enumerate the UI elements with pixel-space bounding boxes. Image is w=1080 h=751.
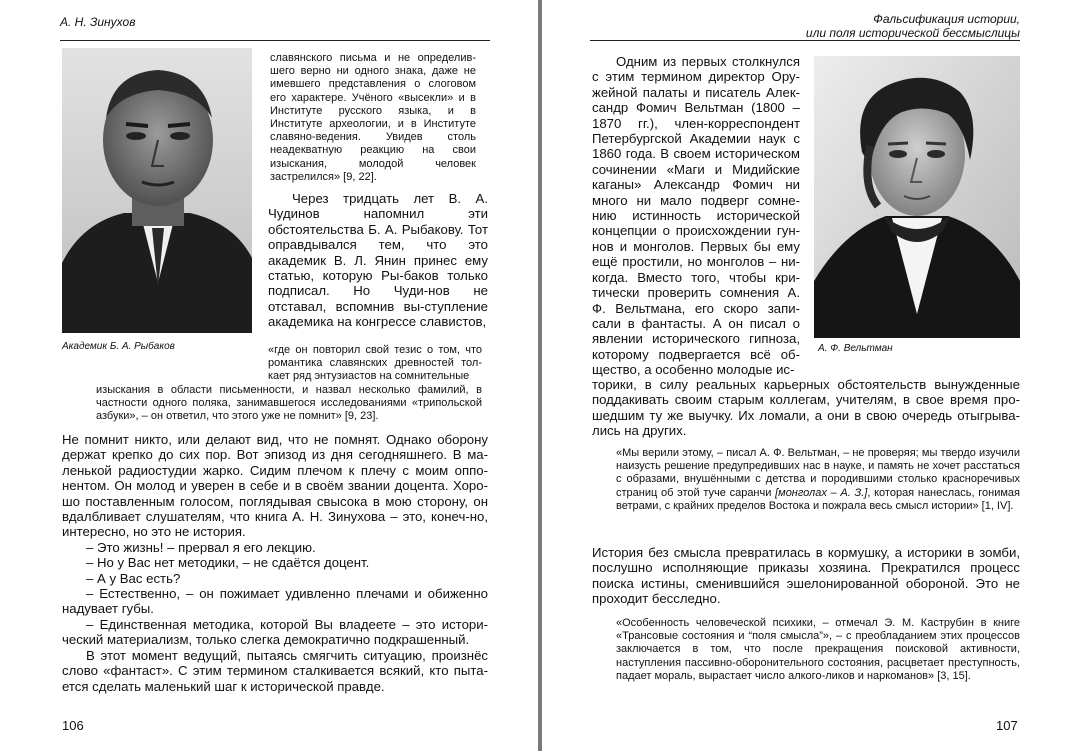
right-quote-1 (616, 447, 1020, 513)
rybakov-caption: Академик Б. А. Рыбаков (62, 341, 175, 352)
left-paragraph-2 (268, 191, 488, 330)
dialog-line: – Естественно, – он пожимает удивленно плечами и обиженно надувает губы. (62, 586, 488, 617)
dialog-line: – Это жизнь! – прервал я его лекцию. (86, 539, 316, 555)
right-header-line-1: Фальсификация истории, (873, 12, 1020, 26)
right-paragraph-1-top (592, 54, 800, 378)
left-paragraph-4: В этот момент ведущий, пытаясь смягчить ситуацию, произнёс слово «фантаст». С этим термином сталкивается всякий, кто пыта-ется сделать маленький шаг к исторической правде. (62, 647, 488, 694)
rybakov-portrait-drawing (62, 48, 252, 333)
right-paragraph-1-top-text: Одним из первых столкнулся с этим термином директор Ору-жейной палаты и писатель Алек-сандр Фомич Вельтман (1800 – 1870 гг.), член-корреспондент Петербургской Академии наук с 1860 года. В своем историческом сочинении «Маги и Мидийские каганы» Александр Фомич ни много ни мало подверг сомне-нию истинность исторической концепции о происхождении гун-нов и монголов. Первых бы ему ещё простили, но монголов – ни-когда. Вместо того, чтобы кри-тически проверить сомнения А. Ф. Вельтмана, его скоро запи-сали в фантасты. А он писал о явлении исторического гипноза, которому подвергается всё об-щество, а особенно молодые ис- (592, 54, 800, 378)
veltman-portrait (814, 56, 1020, 338)
right-quote-1-end: , которая нанеслась, гонимая ветрами, с крайних пределов Востока и пожрала весь смысл истории» [1, IV]. (616, 486, 1020, 512)
dialog-line: – А у Вас есть? (86, 570, 181, 586)
right-quote-1-editor-note: [монголах – А. З.] (775, 486, 868, 499)
rybakov-portrait (62, 48, 252, 333)
right-header-rule (590, 40, 1020, 41)
left-quote-1-top: «где он повторил свой тезис о том, что романтика славянских древностей тол-кает ряд энтузиастов на сомнительные (268, 344, 482, 383)
right-running-header (806, 12, 1020, 40)
right-quote-1-start: «Мы верили этому, – писал А. Ф. Вельтман, – не проверяя; мы твердо изучили наизусть решение предупредивших нас в науке, и память не хочет расстаться с образами, внушёнными с детства и породившими столько красноречивых страниц об этой туче саранчи (616, 447, 1020, 499)
right-paragraph-1-bottom: торики, в силу реальных карьерных обстоятельств вынужденные поддакивать своим старым коллегам, учителям, в свое время про-шедшим ту же выучку. Их ломали, а они в свою очередь отыгрыва-лись на других. (592, 377, 1020, 439)
veltman-portrait-drawing (814, 56, 1020, 338)
right-page (542, 0, 1080, 751)
left-page (0, 0, 538, 751)
veltman-caption: А. Ф. Вельтман (818, 343, 893, 354)
left-header-rule (60, 40, 490, 41)
right-quote-2: «Особенность человеческой психики, – отмечал Э. М. Каструбин в книге «Трансовые состояния и “поля смысла”», – с преобладанием этих процессов заключается в том, что после прекращения поисковой активности, наступления пассивно-оборонительного состояния, расцветает преступность, падает мораль, вырастает число алкого-ликов и наркоманов» [3, 15]. (616, 617, 1020, 682)
left-paragraph-1: славянского письма и не определив-шего верно ни одного знака, даже не имевшего представления о слоговом его характере. Учёного «высекли» и в Институте русского языка, и в Институте археологии, и в Институте славяно-ведения. Увидев столь неадекватную реакцию на свои изыскания, молодой человек застрелился» [9, 22]. (270, 52, 476, 183)
dialog-line: – Единственная методика, которой Вы владеете – это истори-ческий материализм, только слегка демократично подкрашенный. (62, 616, 488, 648)
right-header-line-2: или поля исторической бессмыслицы (805, 26, 1020, 40)
left-main-text (62, 432, 488, 694)
left-quote-1-bottom: изыскания в области письменности, и назвал несколько фамилий, в частности одного поляка, занимавшегося исследованиями «трипольской азбуки», – он ответил, что этого уже не помнит» [9, 23]. (96, 384, 482, 423)
right-paragraph-2: История без смысла превратилась в кормушку, а историки в зомби, послушно исполняющие приказы хозяина. Прекратился процесс поиска истины, сменившийся эшелонированной обороной. Это не проходит бесследно. (592, 545, 1020, 607)
left-paragraph-2-text: Через тридцать лет В. А. Чудинов напомнил эти обстоятельства Б. А. Рыбакову. Тот оправдывался тем, что это академик В. Л. Янин принес ему статью, которую Ры-баков только подписал. Но Чуди-нов не отставал, вспомнив вы-ступление академика на конгрессе славистов, (268, 191, 488, 330)
left-paragraph-3: Не помнит никто, или делают вид, что не помнят. Однако оборону держат крепко до сих пор. Вот эпизод из дня сегодняшнего. В ма-ленькой радиостудии жарко. Сидим плечом к плечу с моим оппо-нентом. Он молод и уверен в себе и в своём звании доцента. Хоро-шо поставленным голосом, поглядывая свысока в мою сторону, он вдалбливает слушателям, что книга А. Н. Зинухова – это, конеч-но, интересно, но это не история. (62, 432, 488, 540)
dialog-line: – Но у Вас нет методики, – не сдаётся доцент. (86, 555, 370, 571)
left-page-number: 106 (62, 718, 84, 733)
right-page-number: 107 (996, 718, 1018, 733)
left-running-header: А. Н. Зинухов (60, 15, 136, 29)
